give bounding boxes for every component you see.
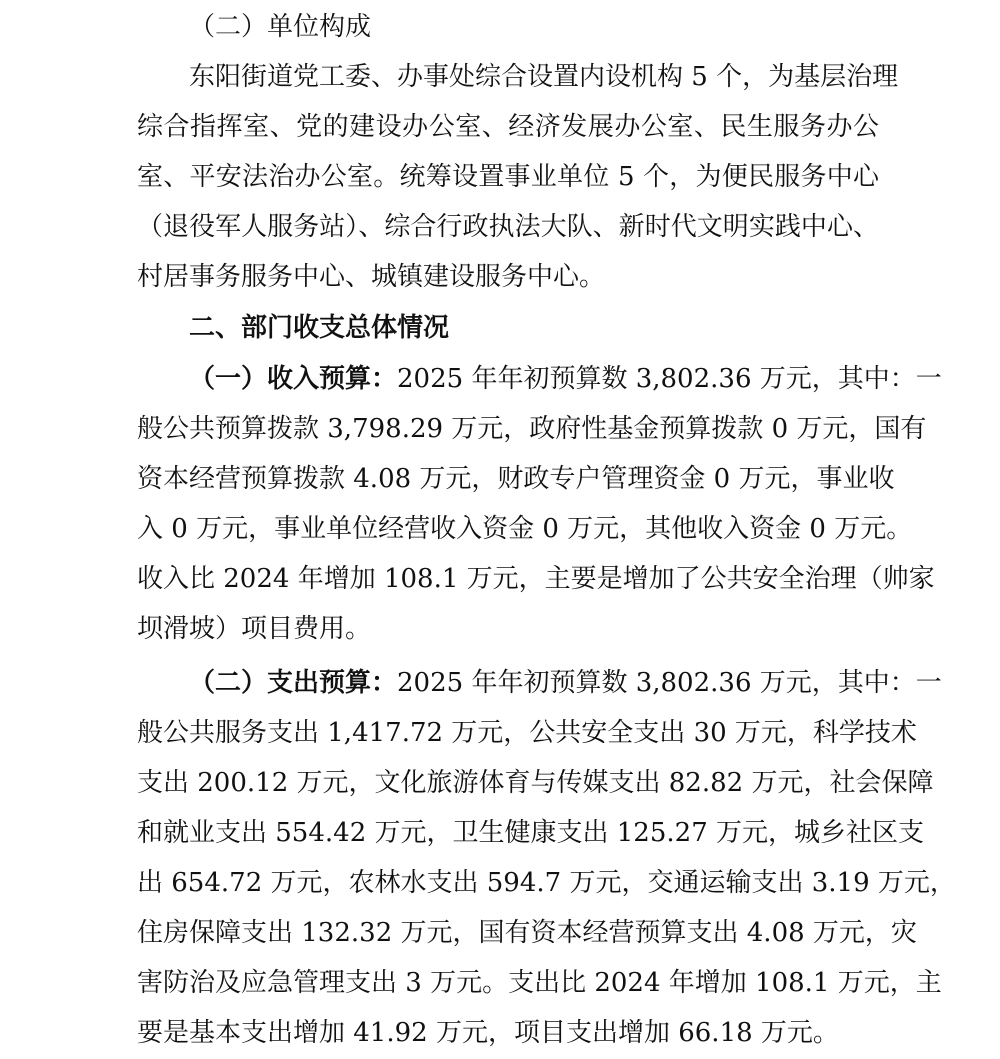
paragraph-text: 2025 年年初预算数 3,802.36 万元，其中：一 <box>397 668 942 698</box>
paragraph-line: 要是基本支出增加 41.92 万元，项目支出增加 66.18 万元。 <box>137 1018 839 1048</box>
paragraph-line: 综合指挥室、党的建设办公室、经济发展办公室、民生服务办公 <box>137 112 879 142</box>
paragraph-line: 室、平安法治办公室。统筹设置事业单位 5 个，为便民服务中心 <box>137 162 879 192</box>
paragraph-line: 和就业支出 554.42 万元，卫生健康支出 125.27 万元，城乡社区支 <box>137 818 925 848</box>
paragraph-line: 般公共预算拨款 3,798.29 万元，政府性基金预算拨款 0 万元，国有 <box>137 414 927 444</box>
section-heading-unit-composition: （二）单位构成 <box>189 12 372 42</box>
paragraph-line <box>137 658 942 708</box>
paragraph-line: 坝滑坡）项目费用。 <box>137 614 372 644</box>
paragraph-line: 害防治及应急管理支出 3 万元。支出比 2024 年增加 108.1 万元，主 <box>137 968 942 998</box>
paragraph-line: 资本经营预算拨款 4.08 万元，财政专户管理资金 0 万元，事业收 <box>137 464 895 494</box>
paragraph-line: 出 654.72 万元，农林水支出 594.7 万元，交通运输支出 3.19 万元， <box>137 868 956 898</box>
paragraph-line: 东阳街道党工委、办事处综合设置内设机构 5 个，为基层治理 <box>189 62 899 92</box>
paragraph-line: 收入比 2024 年增加 108.1 万元，主要是增加了公共安全治理（帅家 <box>137 564 935 594</box>
income-budget-lead: （一）收入预算： <box>189 364 398 394</box>
paragraph-line <box>137 354 942 404</box>
paragraph-line: （退役军人服务站）、综合行政执法大队、新时代文明实践中心、 <box>137 212 879 242</box>
paragraph-text: 2025 年年初预算数 3,802.36 万元，其中：一 <box>397 364 942 394</box>
paragraph-line: 入 0 万元，事业单位经营收入资金 0 万元，其他收入资金 0 万元。 <box>137 514 913 544</box>
expenditure-budget-lead: （二）支出预算： <box>189 668 398 698</box>
paragraph-line: 般公共服务支出 1,417.72 万元，公共安全支出 30 万元，科学技术 <box>137 718 917 748</box>
section-heading-overall-budget: 二、部门收支总体情况 <box>189 313 450 343</box>
paragraph-line: 支出 200.12 万元，文化旅游体育与传媒支出 82.82 万元，社会保障 <box>137 768 934 798</box>
paragraph-line: 村居事务服务中心、城镇建设服务中心。 <box>137 262 606 292</box>
paragraph-line: 住房保障支出 132.32 万元，国有资本经营预算支出 4.08 万元，灾 <box>137 918 917 948</box>
